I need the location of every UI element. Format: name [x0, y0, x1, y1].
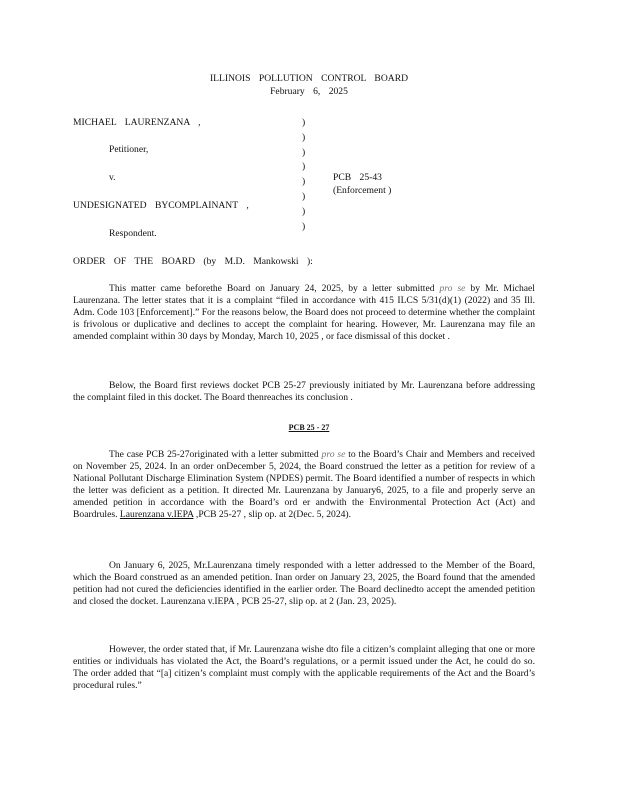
- paragraph-intro: [73, 283, 535, 343]
- text-run: The case PCB 25-27originated with a letter submitted: [109, 449, 322, 460]
- order-date: February 6, 2025: [270, 86, 348, 97]
- paren: ): [302, 161, 306, 173]
- case-citation: Laurenzana v.IEPA: [119, 509, 194, 520]
- respondent-name: UNDESIGNATED BYCOMPLAINANT ,: [73, 200, 249, 211]
- agency-title: ILLINOIS POLLUTION CONTROL BOARD: [209, 73, 409, 84]
- paragraph-amended-petition: [73, 560, 535, 608]
- paren: ): [302, 117, 306, 128]
- pro-se-term: pro se: [439, 283, 466, 294]
- text-run: by Mr. Michael Laurenzana. The letter states that it is a complaint “filed in accordance with 415 ILCS 5/31(d)(1) (2022) and 35 Ill. Adm. Code 103 [Enforcement].” For the reasons below, the Board does not proceed to determine whether the complaint is frivolous or duplicative and declines to accept the complaint for hearing. However, Mr. Laurenzana may file an amended complaint within 30 days by Monday, March 10, 2025 , or face dismissal of this docket .: [73, 283, 535, 342]
- case-type: (Enforcement ): [333, 185, 392, 196]
- paren: ): [302, 131, 306, 143]
- petitioner-name: MICHAEL LAURENZANA ,: [73, 117, 201, 128]
- paren: ): [302, 220, 306, 232]
- respondent-role: Respondent.: [109, 228, 157, 239]
- text-run: to the Board’s Chair and Members and received on November 25, 2024. In an order onDecember 5, 2024, the Board construed the letter as a petition for review of a National Pollutant Discharge Elimination System (NPDES) permit. The Board identified a number of respects in which the letter was deficient as a petition. It directed Mr. Laurenzana by January6, 2025, to a file and properly serve an amended petition in accordance with the Board’s ord er andwith the Environmental Protection Act (Act) and Boardrules.: [73, 449, 535, 520]
- paren: ): [302, 146, 306, 158]
- section-heading: PCB 25 - 27: [288, 423, 330, 432]
- versus: v.: [109, 172, 116, 183]
- petitioner-role: Petitioner,: [109, 144, 149, 155]
- paragraph-citizen-complaint: [73, 644, 535, 692]
- text-run: This matter came beforethe Board on January 24, 2025, by a letter submitted: [109, 283, 440, 294]
- paragraph-pcb-25-27: [73, 449, 535, 521]
- text-run: Below, the Board first reviews docket PCB 25-27 previously initiated by Mr. Laurenzana before addressing the complaint filed in this docket. The Board thenreaches its conclusion .: [73, 380, 535, 403]
- paren: ): [302, 176, 306, 188]
- order-heading: ORDER OF THE BOARD (by M.D. Mankowski ):: [73, 256, 313, 267]
- paragraph-review: [73, 380, 535, 404]
- case-number: PCB 25-43: [333, 172, 382, 183]
- text-run: ,PCB 25-27 , slip op. at 2(Dec. 5, 2024).: [193, 509, 352, 520]
- paren: ): [302, 190, 306, 202]
- text-run: On January 6, 2025, Mr.Laurenzana timely responded with a letter addressed to the Member of the Board, which the Board construed as an amended petition. Inan order on January 23, 2025, the Board found that the amended petition had not cured the deficiencies identified in the earlier order. The Board declinedto accept the amended petition and closed the docket. Laurenzana v.IEPA , PCB 25-27, slip op. at 2 (Jan. 23, 2025).: [73, 560, 535, 607]
- text-run: However, the order stated that, if Mr. Laurenzana wishe dto file a citizen’s complaint alleging that one or more entities or individuals has violated the Act, the Board’s regulations, or a permit issued under the Act, he could do so. The order added that “[a] citizen’s complaint must comply with the applicable requirements of the Act and the Board’s procedural rules.”: [73, 644, 535, 691]
- paren: ): [302, 205, 306, 217]
- caption-parentheses: [302, 117, 312, 235]
- pro-se-term: pro se: [321, 449, 346, 460]
